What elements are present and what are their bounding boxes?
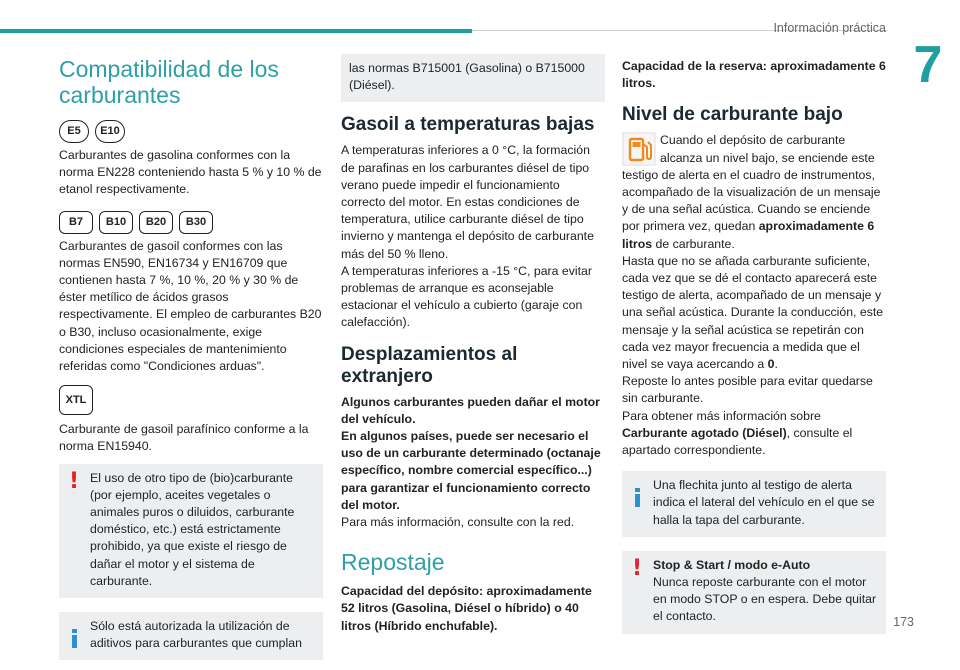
low-fuel-body xyxy=(622,132,886,459)
heading-travel-abroad: Desplazamientos al extranjero xyxy=(341,343,518,387)
text-reserve-capacity: Capacidad de la reserva: aproximadamente 6 litros. xyxy=(622,59,886,91)
text-xtl: Carburante de gasoil parafínico conforme a la norma EN15940. xyxy=(59,422,309,454)
section-title-fuel-compat: Compatibilidad de los carburantes xyxy=(59,56,279,108)
column-3 xyxy=(622,52,886,644)
text-travel: Para más información, consulte con la red. xyxy=(341,515,575,530)
fuel-badge-b20: B20 xyxy=(139,211,173,234)
fuel-badge-e5: E5 xyxy=(59,120,89,143)
info-notice-arrow xyxy=(622,471,886,537)
warning-icon: ! xyxy=(69,468,80,494)
chapter-number: 7 xyxy=(913,36,943,94)
header-accent-bar xyxy=(0,29,472,33)
diesel-badges xyxy=(59,211,323,234)
warning-text: El uso de otro tipo de (bio)carburante (por ejemplo, aceites vegetales o animales puros o diluidos, carburante doméstico, etc.) está estrictamente prohibido, ya que existe el riesgo de dañar el motor y el sistema de carburante. xyxy=(90,470,295,588)
gasoline-badges xyxy=(59,120,323,143)
fuel-badge-e10: E10 xyxy=(95,120,125,143)
chapter-title: Información práctica xyxy=(773,21,886,35)
info-icon xyxy=(632,478,652,502)
info-text: Sólo está autorizada la utilización de aditivos para carburantes que cumplan xyxy=(90,619,302,651)
fuel-badge-xtl: XTL xyxy=(59,385,93,415)
text-low-fuel-1: Cuando el depósito de carburante alcanza un nivel bajo, se enciende este testigo de alerta en el cuadro de instrumentos, acompañado de la visualización de un mensaje y de una señal acústica. Cuando se enciende por primera vez, quedan aproximadamente 6 litros de carburante. xyxy=(622,133,881,251)
text-gasoline: Carburantes de gasolina conformes con la norma EN228 conteniendo hasta 5 % y 10 % de etanol respectivamente. xyxy=(59,148,322,197)
text-gasoil-cold-2: A temperaturas inferiores a -15 °C, para evitar problemas de arranque es aconsejable estacionar el vehículo a cubierto (garaje con calefacción). xyxy=(341,263,592,330)
warning-notice-biofuel xyxy=(59,464,323,598)
column-1 xyxy=(59,52,323,670)
text-low-fuel-4: Para obtener más información sobre Carburante agotado (Diésel), consulte el apartado correspondiente. xyxy=(622,408,853,458)
warning-notice-stop-start xyxy=(622,551,886,634)
text-diesel: Carburantes de gasoil conformes con las normas EN590, EN16734 y EN16709 que contienen hasta 7 %, 10 %, 20 % y 30 % de éster metílico de ácidos grasos respectivamente. El empleo de carburantes B20 o B30, incluso ocasionalmente, exige condiciones especiales de mantenimiento referidas como "Condiciones arduas". xyxy=(59,238,322,374)
warning-stop-start-title: Stop & Start / modo e-Auto xyxy=(653,557,811,572)
page-number: 173 xyxy=(893,615,914,629)
info-notice-additives xyxy=(59,612,323,660)
fuel-badge-b10: B10 xyxy=(99,211,133,234)
text-gasoil-cold-1: A temperaturas inferiores a 0 °C, la formación de parafinas en los carburantes diésel de tipo verano puede impedir el funcionamiento correcto del motor. En estas condiciones de temperatura, utilice carburante diésel de tipo invierno y mantenga el depósito de carburante más del 50 % lleno. xyxy=(341,143,594,261)
heading-refuel: Repostaje xyxy=(341,549,445,576)
fuel-badge-b7: B7 xyxy=(59,211,93,234)
fuel-pump-warning-icon xyxy=(622,132,656,166)
text-low-fuel-3: Reposte lo antes posible para evitar quedarse sin carburante. xyxy=(622,374,873,406)
fuel-badge-b30: B30 xyxy=(179,211,213,234)
info-text-cont: las normas B715001 (Gasolina) o B715000 (Diésel). xyxy=(349,61,585,93)
info-notice-additives-cont xyxy=(341,54,605,102)
warning-stop-start-text: Nunca reposte carburante con el motor en modo STOP o en espera. Debe quitar el contacto. xyxy=(653,575,877,624)
column-2 xyxy=(341,52,605,635)
warning-icon: ! xyxy=(632,555,643,581)
text-travel-bold: Algunos carburantes pueden dañar el motor del vehículo. En algunos países, puede ser necesario el uso de un carburante determinado (octanaje específico, nombre comercial específico...) para garantizar el funcionamiento correcto del motor. xyxy=(341,394,601,512)
info-icon xyxy=(69,619,89,643)
heading-gasoil-cold: Gasoil a temperaturas bajas xyxy=(341,114,595,136)
info-arrow-text: Una flechita junto al testigo de alerta indica el lateral del vehículo en el que se halla la tapa del carburante. xyxy=(653,478,875,527)
text-tank-capacity: Capacidad del depósito: aproximadamente 52 litros (Gasolina, Diésel o híbrido) o 40 litros (Híbrido enchufable). xyxy=(341,584,592,633)
heading-low-fuel: Nivel de carburante bajo xyxy=(622,104,843,126)
text-low-fuel-2: Hasta que no se añada carburante suficiente, cada vez que se dé el contacto aparecerá este testigo de alerta, acompañado de un mensaje y una señal acústica. Durante la conducción, este mensaje y la señal acústica se repetirán con cada vez mayor frecuencia a medida que el nivel se vaya acercando a 0. xyxy=(622,253,884,372)
